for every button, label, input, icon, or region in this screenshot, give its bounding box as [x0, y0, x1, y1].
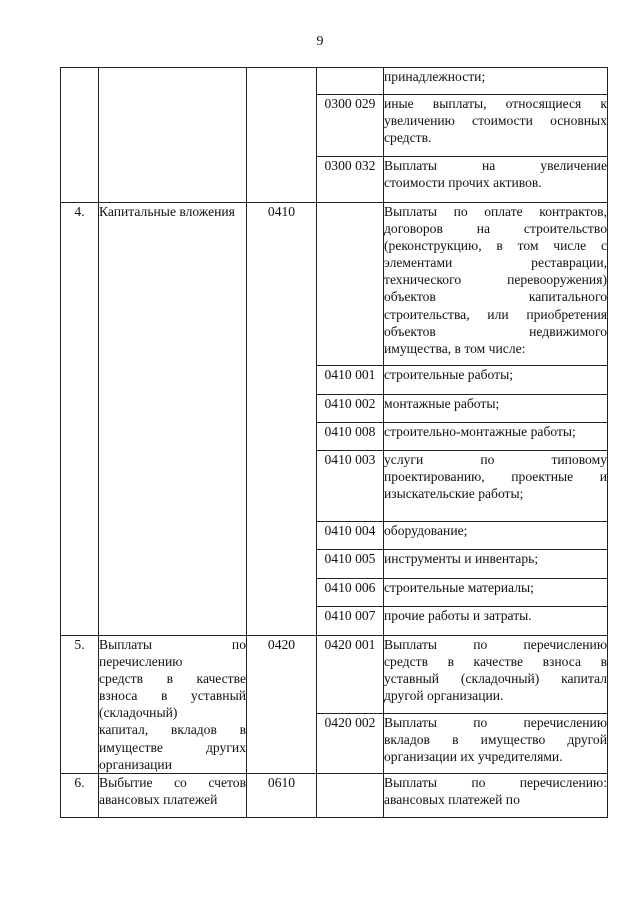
description-line: проектированию, проектные и [384, 469, 607, 485]
item-number: 6. [61, 773, 99, 817]
description-line: услуги по типовому [384, 452, 607, 467]
item-name [99, 636, 247, 774]
item-name-line: имуществе других [99, 739, 246, 755]
item-name-line: организации [99, 756, 172, 772]
description-line: строительные работы; [384, 367, 514, 382]
sub-code [317, 773, 384, 817]
description-line: принадлежности; [384, 69, 486, 84]
sub-code [317, 68, 384, 95]
item-code: 0610 [247, 773, 317, 817]
description [384, 451, 608, 522]
description [384, 579, 608, 607]
description-line: оборудование; [384, 523, 468, 538]
sub-code: 0300 032 [317, 157, 384, 203]
item-name-line: Выбытие со счетов [99, 774, 246, 790]
table-row [61, 68, 608, 95]
sub-code: 0420 002 [317, 713, 384, 773]
description-line: строительства, или приобретения [384, 306, 607, 322]
sub-code: 0410 005 [317, 550, 384, 579]
description-line: (реконструкцию, в том числе с [384, 238, 607, 254]
description-line: Выплаты по перечислению: [384, 774, 607, 790]
description-line: увеличению стоимости основных [384, 113, 607, 129]
description-line: вкладов в имущество другой [384, 731, 607, 747]
description [384, 366, 608, 395]
description [384, 636, 608, 714]
description-line: авансовых платежей по [384, 791, 520, 807]
item-name-line: взноса в уставный [99, 688, 246, 704]
sub-code: 0410 003 [317, 451, 384, 522]
sub-code: 0410 002 [317, 395, 384, 423]
description-line: объектов недвижимого [384, 323, 607, 339]
sub-code: 0410 001 [317, 366, 384, 395]
description-line: средств в качестве взноса в [384, 654, 607, 670]
sub-code: 0420 001 [317, 636, 384, 714]
description [384, 522, 608, 550]
item-name-line: средств в качестве [99, 671, 246, 687]
description-line: монтажные работы; [384, 396, 500, 411]
sub-code: 0410 007 [317, 607, 384, 636]
sub-code: 0410 008 [317, 423, 384, 451]
description-line: строительные материалы; [384, 580, 534, 595]
description-line: изыскательские работы; [384, 486, 524, 502]
sub-code [317, 203, 384, 366]
description [384, 68, 608, 95]
item-code: 0420 [247, 636, 317, 774]
item-number [61, 68, 99, 203]
description-line: стоимости прочих активов. [384, 175, 542, 191]
description-line: Выплаты по перечислению [384, 714, 607, 730]
payments-table [60, 67, 608, 818]
description [384, 713, 608, 773]
item-number: 4. [61, 203, 99, 636]
description-line: средств. [384, 130, 432, 146]
description [384, 157, 608, 203]
sub-code: 0300 029 [317, 95, 384, 157]
description-line: иные выплаты, относящиеся к [384, 96, 607, 111]
table-row [61, 636, 608, 714]
description-line: объектов капитального [384, 289, 607, 305]
description [384, 203, 608, 366]
item-name [99, 68, 247, 203]
description [384, 423, 608, 451]
description-line: организации их учредителями. [384, 749, 563, 764]
description-line: элементами реставрации, [384, 255, 607, 271]
item-name: Капитальные вложения [99, 203, 247, 636]
item-code: 0410 [247, 203, 317, 636]
description-line: договоров на строительство [384, 221, 607, 237]
description-line: прочие работы и затраты. [384, 608, 532, 623]
item-name-line: капитал, вкладов в [99, 722, 246, 738]
item-code [247, 68, 317, 203]
description [384, 550, 608, 579]
description-line: имущества, в том числе: [384, 340, 526, 356]
table-row [61, 773, 608, 817]
page-number: 9 [316, 34, 324, 49]
description-line: Выплаты по перечислению [384, 637, 607, 652]
description-line: Выплаты по оплате контрактов, [384, 204, 607, 219]
item-name-line: перечислению [99, 654, 183, 670]
description [384, 607, 608, 636]
description-line: Выплаты на увеличение [384, 158, 607, 173]
item-number: 5. [61, 636, 99, 774]
sub-code: 0410 006 [317, 579, 384, 607]
item-name-line: (складочный) [99, 705, 178, 721]
description-line: уставный (складочный) капитал [384, 671, 607, 687]
description [384, 95, 608, 157]
description-line: инструменты и инвентарь; [384, 551, 539, 566]
item-name-line: Выплаты по [99, 637, 246, 652]
description [384, 395, 608, 423]
sub-code: 0410 004 [317, 522, 384, 550]
item-name-line: авансовых платежей [99, 791, 218, 807]
description [384, 773, 608, 817]
description-line: строительно-монтажные работы; [384, 424, 576, 439]
description-line: технического перевооружения) [384, 272, 607, 288]
item-name [99, 773, 247, 817]
table-row [61, 203, 608, 366]
description-line: другой организации. [384, 688, 504, 704]
